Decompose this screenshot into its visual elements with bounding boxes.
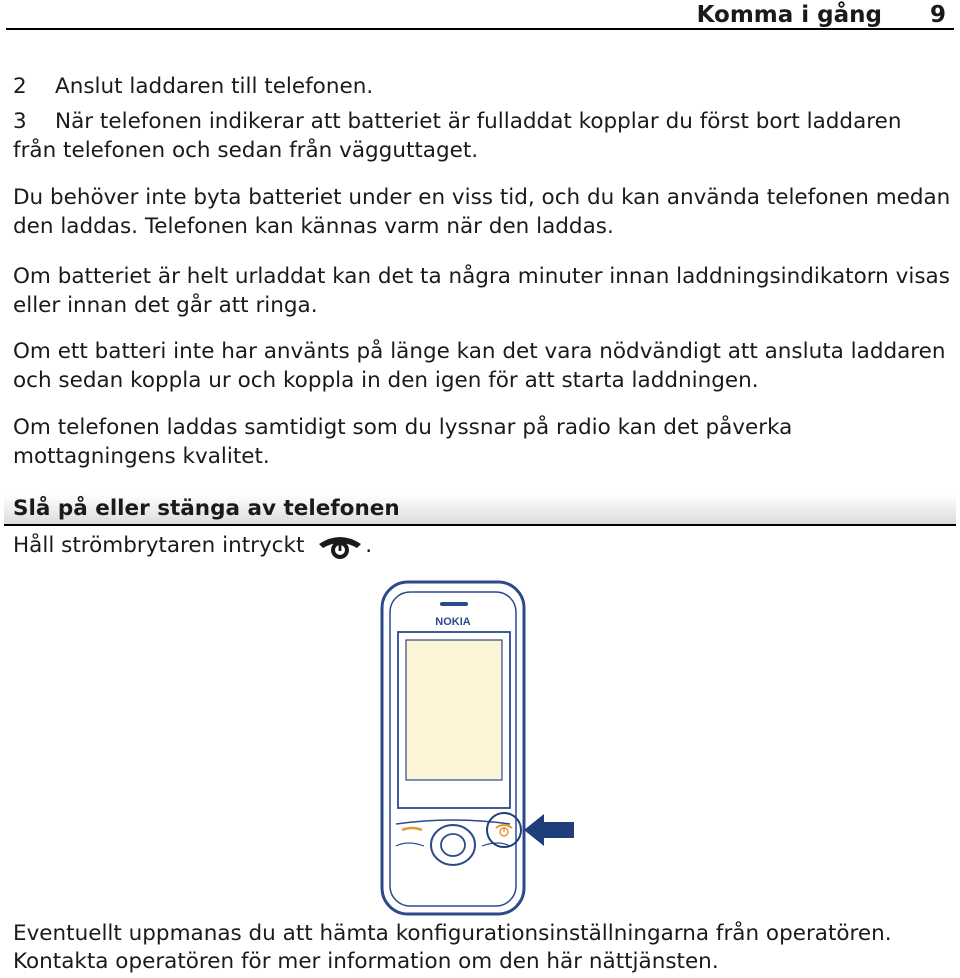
- page-header: [0, 0, 960, 30]
- power-key-icon: [315, 532, 365, 560]
- step-3-continuation: från telefonen och sedan från vägguttaget.: [13, 138, 479, 163]
- step-number: 2: [13, 74, 27, 99]
- section-title: Slå på eller stänga av telefonen: [13, 496, 400, 521]
- paragraph-battery-replace: Du behöver inte byta batteriet under en viss tid, och du kan använda telefonen medan den laddas. Telefonen kan kännas varm när den laddas.: [13, 185, 951, 239]
- step-text: När telefonen indikerar att batteriet är fulladdat kopplar du först bort laddaren: [55, 109, 902, 134]
- instruction-period: .: [365, 533, 373, 558]
- power-instruction: [13, 531, 953, 560]
- header-divider: [6, 28, 954, 30]
- section-heading-bar: [4, 494, 956, 526]
- paragraph-empty-battery: Om batteriet är helt urladdat kan det ta några minuter innan laddningsindikatorn visas eller innan det går att ringa.: [13, 264, 950, 318]
- brand-logo: NOKIA: [435, 616, 471, 628]
- pointer-arrow-icon: [524, 814, 574, 846]
- paragraph-radio-reception: Om telefonen laddas samtidigt som du lyssnar på radio kan det påverka mottagningens kvalitet.: [13, 415, 793, 469]
- step-2: [13, 72, 953, 101]
- phone-illustration: [378, 578, 578, 920]
- paragraph-configuration: Eventuellt uppmanas du att hämta konfigurationsinställningarna från operatören.: [13, 921, 892, 946]
- step-3: [13, 107, 953, 136]
- step-text: Anslut laddaren till telefonen.: [55, 74, 374, 99]
- paragraph-unused-battery: Om ett batteri inte har använts på länge kan det vara nödvändigt att ansluta laddaren och sedan koppla ur och koppla in den igen för att starta laddningen.: [13, 339, 946, 393]
- chapter-title: Komma i gång: [696, 2, 882, 28]
- page-number: 9: [929, 2, 946, 28]
- phone-screen: [406, 640, 502, 780]
- step-number: 3: [13, 109, 27, 134]
- paragraph-contact-operator: Kontakta operatören för mer information om den här nättjänsten.: [13, 949, 719, 974]
- instruction-text: Håll strömbrytaren intryckt: [13, 533, 305, 558]
